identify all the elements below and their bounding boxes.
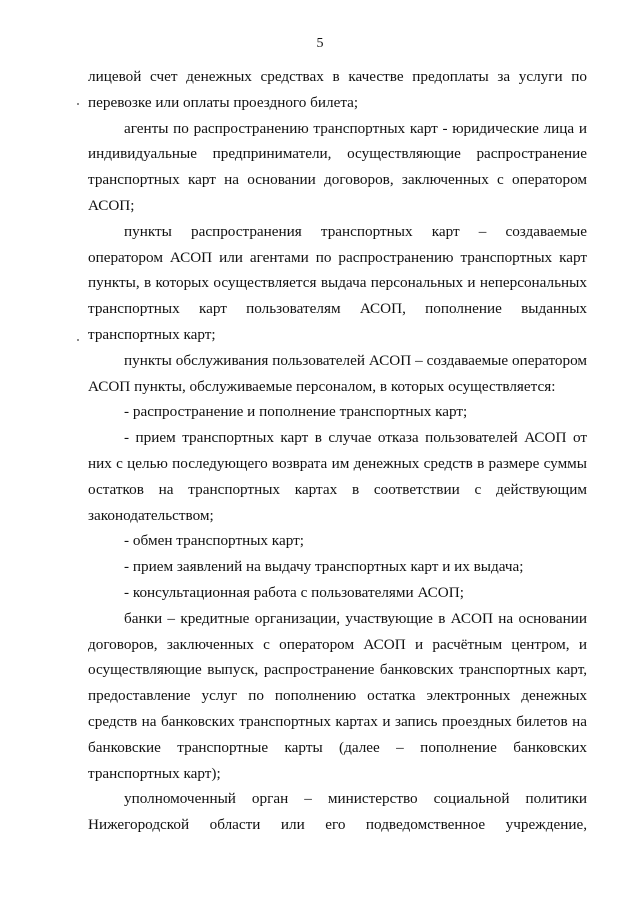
- paragraph-service-points: пункты обслуживания пользователей АСОП – создаваемые оператором АСОП пункты, обслуживаемые персоналом, в которых осуществляется:: [88, 351, 587, 395]
- paragraph-continuation: лицевой счет денежных средствах в качестве предоплаты за услуги по перевозке или оплаты проездного билета;: [88, 68, 587, 111]
- list-item: - прием заявлений на выдачу транспортных карт и их выдача;: [124, 558, 524, 576]
- scan-speck: [77, 339, 79, 341]
- list-item: - прием транспортных карт в случае отказа пользователей АСОП от них с целью последующего возврата им денежных средств в размере суммы остатков на транспортных картах в соответствии с действующим законодательством;: [88, 429, 587, 524]
- list-item: - обмен транспортных карт;: [124, 532, 304, 550]
- list-item: - консультационная работа с пользователями АСОП;: [124, 583, 464, 601]
- list-item: - распространение и пополнение транспортных карт;: [124, 403, 468, 421]
- paragraph-distribution-points: пункты распространения транспортных карт – создаваемые оператором АСОП или агентами по распространению транспортных карт пункты, в которых осуществляется выдача персональных и неперсональных транспортных карт пользователям АСОП, пополнение выданных транспортных карт;: [88, 222, 587, 343]
- page-number: 5: [316, 36, 324, 51]
- paragraph-authorized-body: уполномоченный орган – министерство социальной политики Нижегородской области или его подведомственное учреждение,: [88, 790, 587, 834]
- scan-speck: [77, 103, 79, 105]
- paragraph-transport-card-agents: агенты по распространению транспортных карт - юридические лица и индивидуальные предприниматели, осуществляющие распространение транспортных карт на основании договоров, заключенных с оператором АСОП;: [88, 119, 587, 214]
- paragraph-banks: банки – кредитные организации, участвующие в АСОП на основании договоров, заключенных с оператором АСОП и расчётным центром, и осуществляющие выпуск, распространение банковских транспортных карт, предоставление услуг по пополнению остатка электронных денежных средств на банковских транспортных картах и запись проездных билетов на банковские транспортные карты (далее – пополнение банковских транспортных карт);: [88, 609, 587, 782]
- document-body: [88, 64, 587, 838]
